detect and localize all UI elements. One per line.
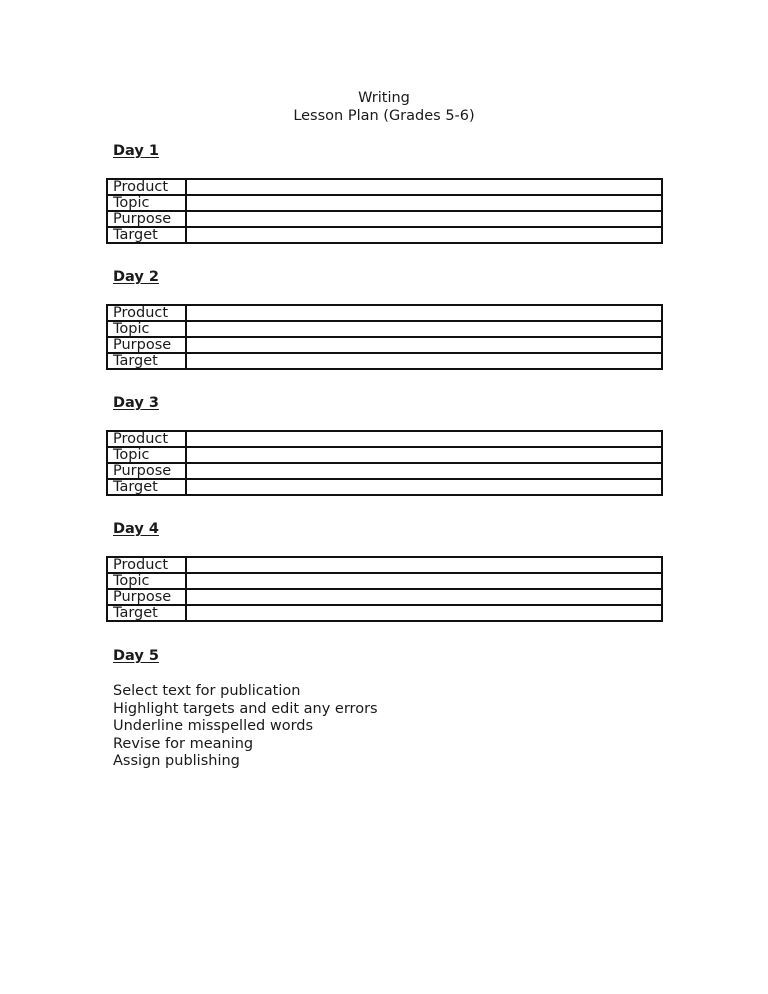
table-row (107, 479, 662, 495)
list-item: Underline misspelled words (113, 718, 314, 735)
row-value-purpose[interactable] (186, 211, 662, 227)
row-label-purpose: Purpose (107, 211, 186, 227)
day-5-task-list (113, 683, 378, 771)
row-label-purpose: Purpose (107, 463, 186, 479)
row-label-topic: Topic (107, 321, 186, 337)
day-3-table (106, 430, 663, 496)
row-label-purpose: Purpose (107, 337, 186, 353)
row-label-product: Product (107, 557, 186, 573)
table-row (107, 337, 662, 353)
list-item: Select text for publication (113, 683, 301, 699)
document-title: Writing (358, 90, 410, 106)
row-value-topic[interactable] (186, 447, 662, 463)
row-value-target[interactable] (186, 227, 662, 243)
row-label-target: Target (107, 227, 186, 243)
row-label-target: Target (107, 605, 186, 621)
table-row (107, 463, 662, 479)
row-value-topic[interactable] (186, 321, 662, 337)
row-value-purpose[interactable] (186, 589, 662, 605)
row-value-topic[interactable] (186, 573, 662, 589)
day-2-table (106, 304, 663, 370)
row-value-target[interactable] (186, 479, 662, 495)
row-value-product[interactable] (186, 305, 662, 321)
day-4-heading: Day 4 (113, 521, 159, 537)
table-row (107, 447, 662, 463)
table-row (107, 321, 662, 337)
table-row (107, 179, 662, 195)
row-label-topic: Topic (107, 447, 186, 463)
table-row (107, 353, 662, 369)
row-label-topic: Topic (107, 195, 186, 211)
row-value-product[interactable] (186, 557, 662, 573)
day-1-table (106, 178, 663, 244)
document-header (0, 90, 768, 125)
row-value-target[interactable] (186, 605, 662, 621)
row-value-product[interactable] (186, 431, 662, 447)
list-item: Highlight targets and edit any errors (113, 700, 378, 717)
row-label-product: Product (107, 179, 186, 195)
day-2-heading: Day 2 (113, 269, 159, 285)
row-label-target: Target (107, 353, 186, 369)
row-label-topic: Topic (107, 573, 186, 589)
table-row (107, 557, 662, 573)
row-label-purpose: Purpose (107, 589, 186, 605)
row-value-product[interactable] (186, 179, 662, 195)
day-3-heading: Day 3 (113, 395, 159, 411)
table-row (107, 211, 662, 227)
table-row (107, 605, 662, 621)
day-4-table (106, 556, 663, 622)
table-row (107, 573, 662, 589)
row-value-purpose[interactable] (186, 463, 662, 479)
table-row (107, 305, 662, 321)
table-row (107, 589, 662, 605)
row-value-target[interactable] (186, 353, 662, 369)
day-5-heading: Day 5 (113, 648, 159, 664)
row-label-target: Target (107, 479, 186, 495)
table-row (107, 195, 662, 211)
row-value-topic[interactable] (186, 195, 662, 211)
document-subtitle: Lesson Plan (Grades 5-6) (293, 107, 475, 124)
row-label-product: Product (107, 305, 186, 321)
row-value-purpose[interactable] (186, 337, 662, 353)
list-item: Assign publishing (113, 753, 240, 770)
row-label-product: Product (107, 431, 186, 447)
day-1-heading: Day 1 (113, 143, 159, 159)
list-item: Revise for meaning (113, 735, 254, 752)
table-row (107, 431, 662, 447)
table-row (107, 227, 662, 243)
